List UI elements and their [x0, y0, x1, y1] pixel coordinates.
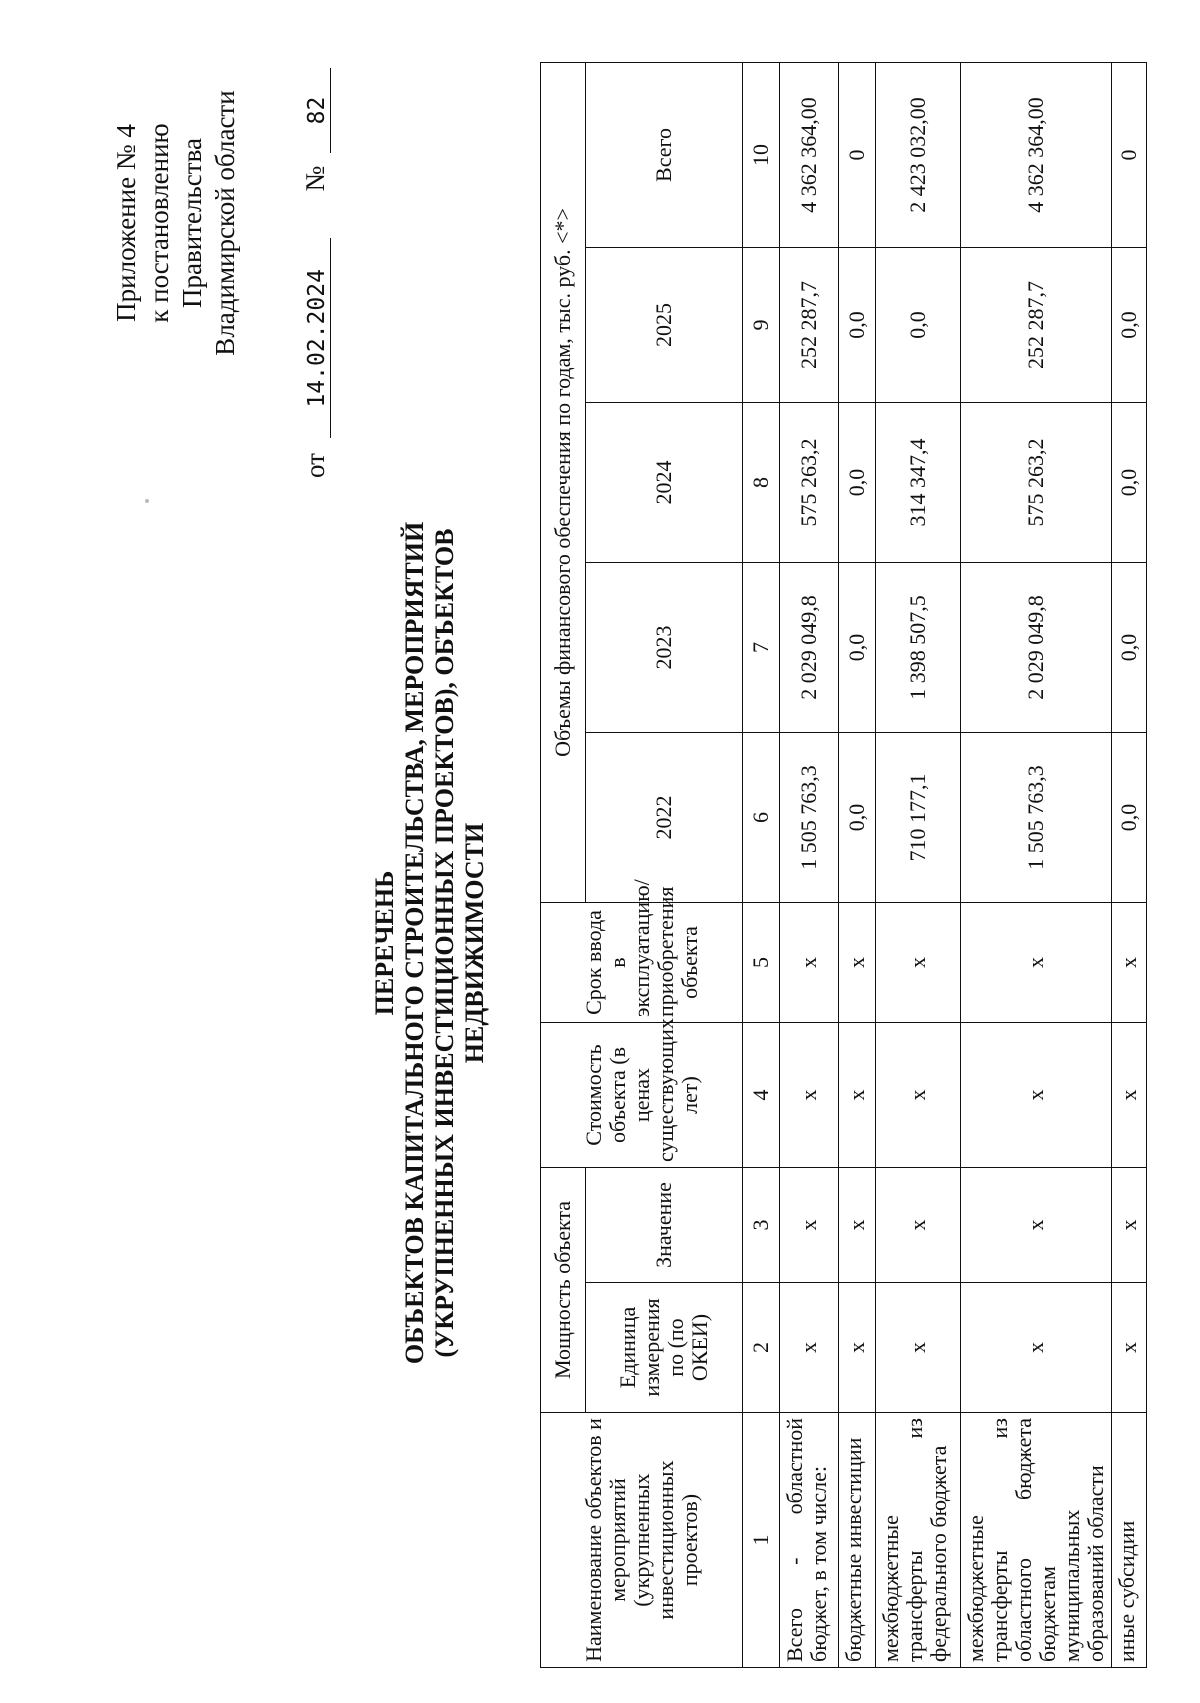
cell-value: x — [1112, 1168, 1147, 1283]
cell-unit: x — [780, 1283, 839, 1413]
cell-2022: 1 505 763,3 — [780, 733, 839, 903]
decree-date: 14.02.2024 — [304, 238, 331, 438]
table-row — [780, 62, 839, 1667]
header-total: Всего — [586, 62, 743, 247]
cell-2024: 575 263,2 — [780, 403, 839, 563]
cell-total: 4 362 364,00 — [961, 62, 1112, 247]
cell-term: x — [876, 903, 961, 1023]
cell-unit: x — [876, 1283, 961, 1413]
cell-2022: 0,0 — [839, 733, 876, 903]
scan-dot — [145, 499, 149, 503]
objects-table — [540, 62, 1147, 1668]
cell-2022: 1 505 763,3 — [961, 733, 1112, 903]
cell-2025: 252 287,7 — [780, 248, 839, 403]
row-name: межбюджетные трансферты из областного бюджета бюджетам муниципальных образований области — [961, 1413, 1112, 1668]
cell-2023: 0,0 — [839, 563, 876, 733]
header-year-2023: 2023 — [586, 563, 743, 733]
header-capacity: Мощность объекта — [541, 1168, 586, 1413]
cell-term: x — [1112, 903, 1147, 1023]
column-number: 6 — [743, 733, 780, 903]
column-number: 3 — [743, 1168, 780, 1283]
cell-term: x — [780, 903, 839, 1023]
title-line-2: ОБЪЕКТОВ КАПИТАЛЬНОГО СТРОИТЕЛЬСТВА, МЕРОПРИЯТИЙ — [400, 521, 429, 1365]
cell-2025: 252 287,7 — [961, 248, 1112, 403]
header-cost: Стоимость объекта (в ценах существующих лет) — [541, 1023, 743, 1168]
appendix-block — [110, 43, 242, 403]
cell-2023: 2 029 049,8 — [961, 563, 1112, 733]
decree-date-line — [300, 78, 331, 478]
title-line-4: НЕДВИЖИМОСТИ — [460, 822, 489, 1064]
cell-2023: 0,0 — [1112, 563, 1147, 733]
cell-unit: x — [1112, 1283, 1147, 1413]
column-number: 9 — [743, 248, 780, 403]
column-number: 2 — [743, 1283, 780, 1413]
row-name: иные субсидии — [1112, 1413, 1147, 1668]
column-number: 7 — [743, 563, 780, 733]
cell-2024: 314 347,4 — [876, 403, 961, 563]
cell-value: x — [839, 1168, 876, 1283]
cell-2022: 710 177,1 — [876, 733, 961, 903]
appendix-line-3: Владимирской области — [210, 90, 240, 356]
table-row — [1112, 62, 1147, 1667]
header-value: Значение — [586, 1168, 743, 1283]
column-number: 8 — [743, 403, 780, 563]
cell-total: 2 423 032,00 — [876, 62, 961, 247]
cell-term: x — [961, 903, 1112, 1023]
column-number: 4 — [743, 1023, 780, 1168]
table-row — [876, 62, 961, 1667]
appendix-line-2: к постановлению Правительства — [144, 123, 207, 323]
cell-2024: 575 263,2 — [961, 403, 1112, 563]
header-unit: Единица измерения по (по ОКЕИ) — [586, 1283, 743, 1413]
header-row-1 — [541, 62, 586, 1667]
title-line-1: ПЕРЕЧЕНЬ — [370, 870, 399, 1016]
cell-term: x — [839, 903, 876, 1023]
header-year-2024: 2024 — [586, 403, 743, 563]
cell-2022: 0,0 — [1112, 733, 1147, 903]
cell-2024: 0,0 — [839, 403, 876, 563]
cell-cost: x — [780, 1023, 839, 1168]
header-name: Наименование объектов и мероприятий (укрупненных инвестиционных проектов) — [541, 1413, 743, 1668]
number-prefix: № — [300, 165, 330, 192]
column-number: 5 — [743, 903, 780, 1023]
cell-total: 0 — [1112, 62, 1147, 247]
appendix-line-1: Приложение № 4 — [111, 124, 141, 322]
cell-cost: x — [961, 1023, 1112, 1168]
row-name: бюджетные инвестиции — [839, 1413, 876, 1668]
cell-unit: x — [839, 1283, 876, 1413]
cell-2023: 1 398 507,5 — [876, 563, 961, 733]
cell-total: 0 — [839, 62, 876, 247]
row-name: межбюджетные трансферты из федерального бюджета — [876, 1413, 961, 1668]
column-number: 1 — [743, 1413, 780, 1668]
table-row — [961, 62, 1112, 1667]
cell-2025: 0,0 — [876, 248, 961, 403]
cell-cost: x — [1112, 1023, 1147, 1168]
column-number-row — [743, 62, 780, 1667]
header-funding: Объемы финансового обеспечения по годам, тыс. руб. <*> — [541, 62, 586, 902]
cell-value: x — [961, 1168, 1112, 1283]
cell-2024: 0,0 — [1112, 403, 1147, 563]
cell-cost: x — [839, 1023, 876, 1168]
header-term: Срок ввода в эксплуатацию/ приобретения объекта — [541, 903, 743, 1023]
header-year-2025: 2025 — [586, 248, 743, 403]
header-year-2022: 2022 — [586, 733, 743, 903]
document-title — [370, 403, 490, 1483]
cell-value: x — [780, 1168, 839, 1283]
row-name: Всего - областной бюджет, в том числе: — [780, 1413, 839, 1668]
date-prefix: от — [300, 453, 330, 478]
table-row — [839, 62, 876, 1667]
cell-value: x — [876, 1168, 961, 1283]
cell-cost: x — [876, 1023, 961, 1168]
cell-2025: 0,0 — [1112, 248, 1147, 403]
cell-total: 4 362 364,00 — [780, 62, 839, 247]
column-number: 10 — [743, 62, 780, 247]
cell-unit: x — [961, 1283, 1112, 1413]
title-line-3: (УКРУПНЕННЫХ ИНВЕСТИЦИОННЫХ ПРОЕКТОВ), ОБЪЕКТОВ — [430, 528, 459, 1358]
cell-2025: 0,0 — [839, 248, 876, 403]
decree-number: 82 — [304, 68, 331, 153]
cell-2023: 2 029 049,8 — [780, 563, 839, 733]
